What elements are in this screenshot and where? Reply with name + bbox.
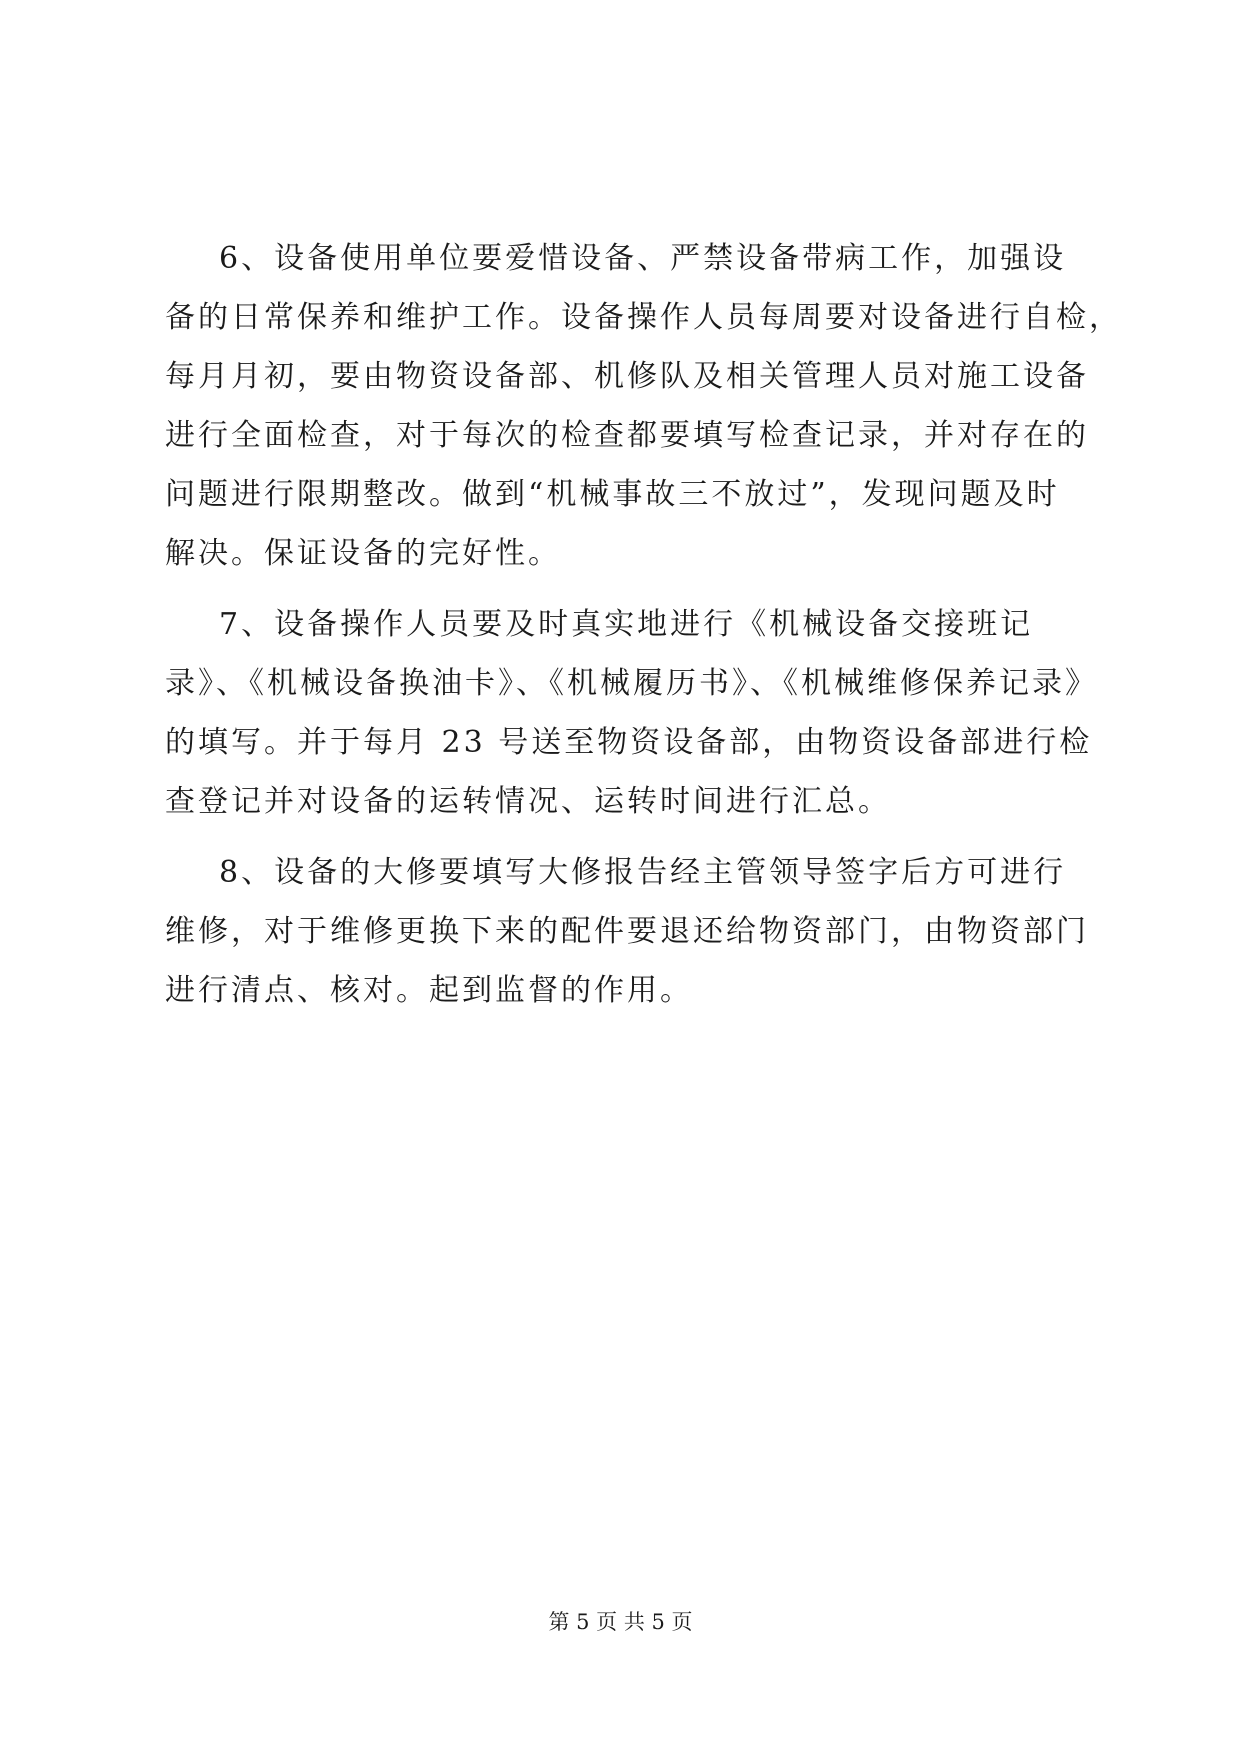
paragraph-line: 的填写。并于每月 23 号送至物资设备部，由物资设备部进行检 — [165, 725, 1093, 760]
paragraph-line: 6、设备使用单位要爱惜设备、严禁设备带病工作，加强设 — [219, 241, 1067, 276]
paragraph-line: 进行清点、核对。起到监督的作用。 — [165, 973, 693, 1008]
paragraph-line: 维修，对于维修更换下来的配件要退还给物资部门，由物资部门 — [165, 914, 1089, 949]
paragraph-line: 备的日常保养和维护工作。设备操作人员每周要对设备进行自检， — [165, 300, 1122, 335]
paragraph-line: 每月月初，要由物资设备部、机修队及相关管理人员对施工设备 — [165, 359, 1089, 394]
paragraph-line: 查登记并对设备的运转情况、运转时间进行汇总。 — [165, 784, 891, 819]
paragraph-line: 解决。保证设备的完好性。 — [165, 536, 561, 571]
paragraph-line: 7、设备操作人员要及时真实地进行《机械设备交接班记 — [219, 607, 1034, 642]
paragraph-line: 8、设备的大修要填写大修报告经主管领导签字后方可进行 — [219, 855, 1067, 890]
paragraph-line: 问题进行限期整改。做到“机械事故三不放过”，发现问题及时 — [165, 477, 1060, 512]
paragraph-line: 进行全面检查，对于每次的检查都要填写检查记录，并对存在的 — [165, 418, 1089, 453]
paragraph-line: 录》、《机械设备换油卡》、《机械履历书》、《机械维修保养记录》 — [165, 666, 1098, 701]
page-footer: 第 5 页 共 5 页 — [548, 1610, 693, 1634]
